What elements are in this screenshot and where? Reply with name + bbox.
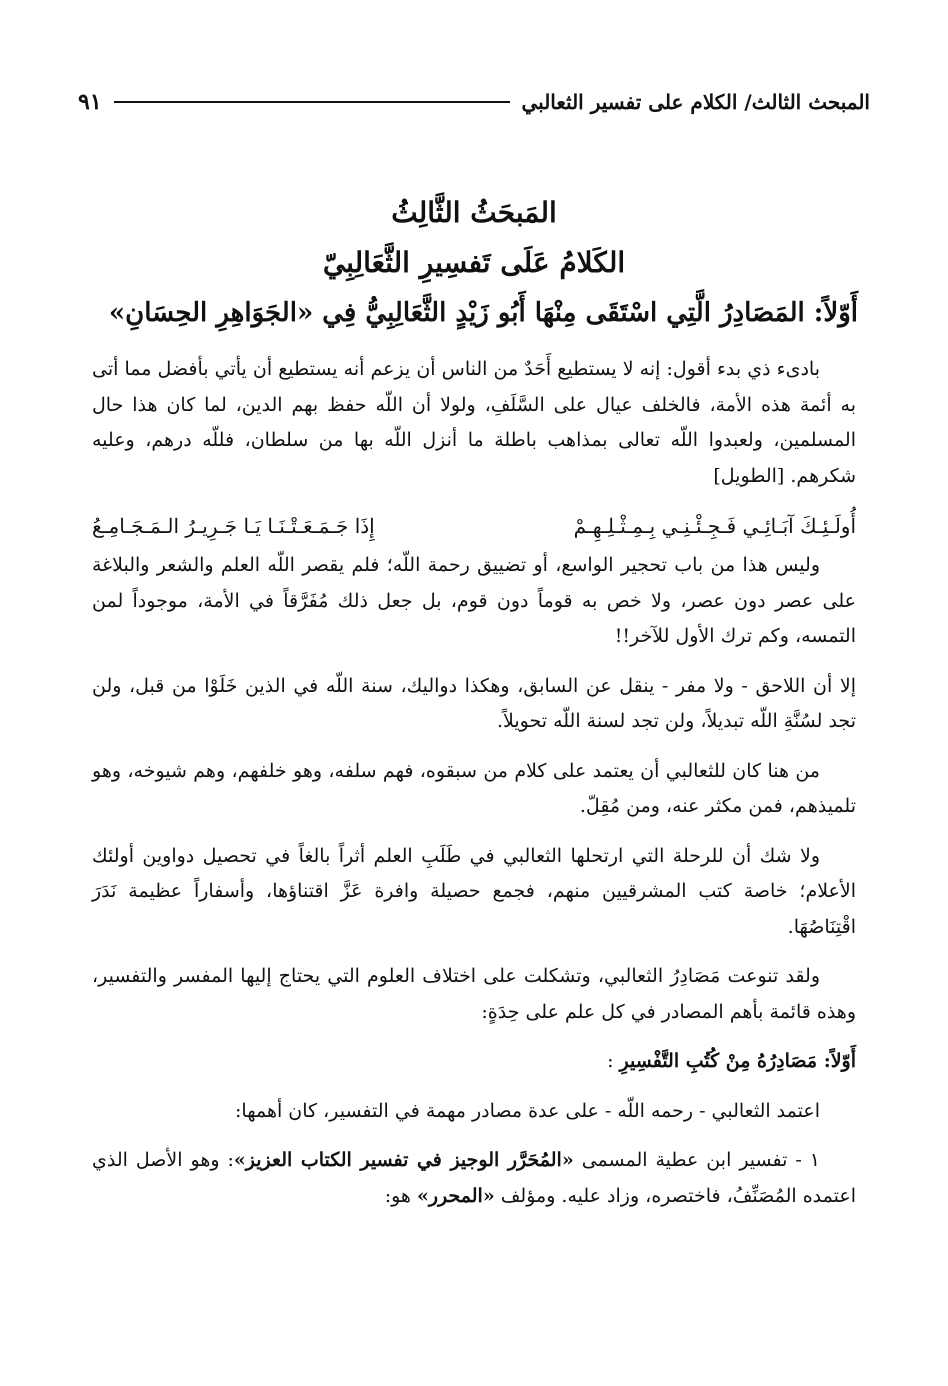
list-item-middle: : وهو الأصل الذي اعتمده المُصَنِّفُ، فاختصره، وزاد عليه. ومؤلف [92, 1149, 856, 1207]
paragraph-2: وليس هذا من باب تحجير الواسع، أو تضييق رحمة اللّه؛ فلم يقصر اللّه العلم والشعر والبلاغة على عصر دون عصر، ولا خص به قوماً دون قوم، بل جعل ذلك مُفَرَّقاً في الأمة، موجوداً لمن التمسه، وكم ترك الأول للآخر!! [92, 554, 856, 647]
chapter-subtitle: الكَلامُ عَلَى تَفسِيرِ الثَّعَالِبِيّ [322, 246, 626, 279]
subheading-tafsir-sources [92, 1044, 856, 1080]
subheading-colon: : [607, 1050, 614, 1072]
verse-first-hemistich: أُولَـئِـكَ آبَـائِـي فَـجِـئْـنِـي بِـمِـثْـلِـهِـمْ [573, 514, 856, 538]
list-item-prefix: ١ - تفسير ابن عطية المسمى [581, 1149, 820, 1171]
verse-second-hemistich: إِذَا جَـمَـعَـتْـنَـا يَـا جَـرِيـرُ الـمَـجَـامِـعُ [92, 514, 375, 538]
running-title: المبحث الثالث/ الكلام على تفسير الثعالبي [521, 90, 870, 114]
book-short-title: «المحرر» [416, 1184, 495, 1207]
header-rule [114, 101, 510, 103]
list-item-suffix: هو: [384, 1184, 411, 1207]
running-header [78, 84, 870, 120]
chapter-title: المَبحَثُ الثَّالِثُ [391, 196, 557, 229]
body-text [92, 352, 856, 1228]
section-heading: أَوّلاً: المَصَادِرُ الَّتِي اسْتَقَى مِنْهَا أَبُو زَيْدٍ الثَّعَالِبِيُّ فِي «الجَوَاهِرِ الحِسَانِ» [108, 298, 858, 328]
page-number: ٩١ [78, 89, 102, 115]
paragraph-6: ولقد تنوعت مَصَادِرُ الثعالبي، وتشكلت على اختلاف العلوم التي يحتاج إليها المفسر والتفسير، وهذه قائمة بأهم المصادر في كل علم على حِدَةٍ: [92, 965, 856, 1023]
list-item-1 [92, 1143, 856, 1214]
paragraph-intro: بادىء ذي بدء أقول: إنه لا يستطيع أَحَدٌ من الناس أن يزعم أنه يستطيع أن يأتي بأفضل مما أتى به أئمة هذه الأمة، فالخلف عيال على السَّلَفِ، ولولا أن اللّه حفظ بهم الدين، لما كان هذا حال المسلمين، ولعبدوا اللّه تعالى بمذاهب باطلة ما أنزل اللّه بها من سلطان، فللّه درهم، وعليه شكرهم. [الطويل] [92, 358, 856, 487]
subheading-label: أَوّلاً: مَصَادِرُهُ مِنْ كُتُبِ التَّفْسِيرِ [619, 1050, 856, 1072]
poetry-verse [92, 508, 856, 544]
paragraph-3: إلا أن اللاحق - ولا مفر - ينقل عن السابق، وهكذا دواليك، سنة اللّه في الذين خَلَوْا من قبل، ولن تجد لسُنَّةِ اللّه تبديلاً، ولن تجد لسنة اللّه تحويلاً. [92, 674, 856, 732]
paragraph-4: من هنا كان للثعالبي أن يعتمد على كلام من سبقوه، فهم سلفه، وهو خلفهم، وهم شيوخه، وهو تلميذهم، فمن مكثر عنه، ومن مُقِلّ. [92, 759, 856, 817]
paragraph-7: اعتمد الثعالبي - رحمه اللّه - على عدة مصادر مهمة في التفسير، كان أهمها: [235, 1099, 820, 1122]
paragraph-5: ولا شك أن للرحلة التي ارتحلها الثعالبي في طَلَبِ العلم أثراً بالغاً في تحصيل دواوين أولئك الأعلام؛ خاصة كتب المشرقيين منهم، فجمع حصيلة وافرة عَزَّ اقتناؤها، وأسفاراً عظيمة نَدَرَ اقْتِنَاصُهَا. [92, 844, 856, 938]
book-title-muharrar: «المُحَرَّر الوجيز في تفسير الكتاب العزيز» [233, 1149, 574, 1171]
